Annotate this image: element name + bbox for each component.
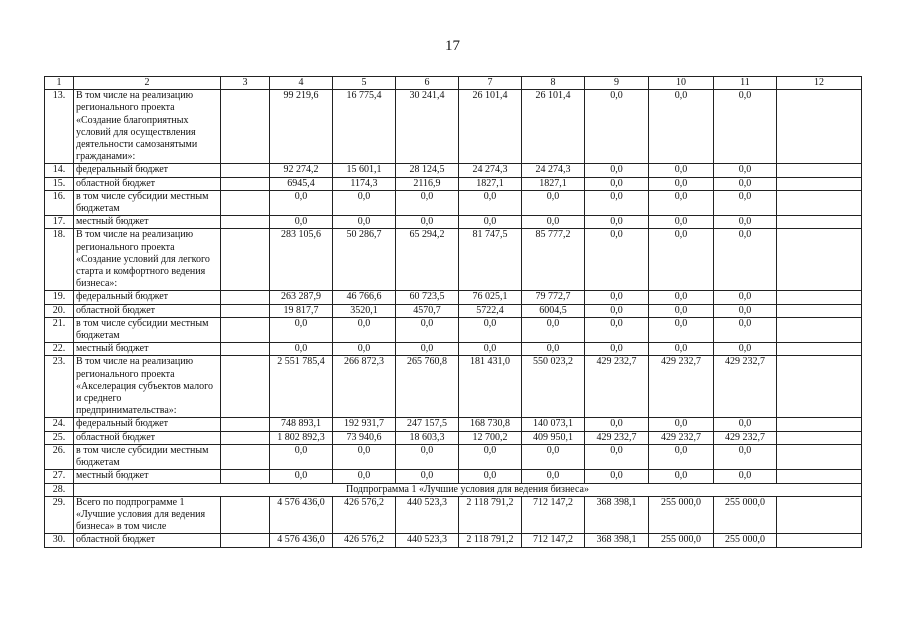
value-cell: 429 232,7 xyxy=(649,356,714,418)
table-row xyxy=(45,177,862,190)
value-cell: 263 287,9 xyxy=(270,291,333,304)
value-cell: 440 523,3 xyxy=(396,496,459,534)
row-name-cell: федеральный бюджет xyxy=(74,291,221,304)
empty-cell xyxy=(221,291,270,304)
value-cell: 4570,7 xyxy=(396,304,459,317)
value-cell: 0,0 xyxy=(459,444,522,469)
header-cell: 6 xyxy=(396,77,459,90)
empty-cell xyxy=(221,90,270,164)
value-cell: 0,0 xyxy=(714,190,777,215)
value-cell: 30 241,4 xyxy=(396,90,459,164)
value-cell: 2 118 791,2 xyxy=(459,534,522,547)
empty-cell xyxy=(221,431,270,444)
value-cell: 0,0 xyxy=(649,90,714,164)
empty-cell xyxy=(777,534,862,547)
value-cell: 429 232,7 xyxy=(714,431,777,444)
value-cell: 0,0 xyxy=(459,343,522,356)
value-cell: 24 274,3 xyxy=(522,164,585,177)
value-cell: 0,0 xyxy=(585,418,649,431)
value-cell: 12 700,2 xyxy=(459,431,522,444)
value-cell: 429 232,7 xyxy=(585,431,649,444)
row-number-cell: 26. xyxy=(45,444,74,469)
value-cell: 0,0 xyxy=(459,190,522,215)
page-number: 17 xyxy=(445,38,460,54)
value-cell: 92 274,2 xyxy=(270,164,333,177)
row-name-cell: в том числе субсидии местным бюджетам xyxy=(74,317,221,342)
value-cell: 255 000,0 xyxy=(649,496,714,534)
value-cell: 0,0 xyxy=(649,444,714,469)
value-cell: 6004,5 xyxy=(522,304,585,317)
empty-cell xyxy=(777,356,862,418)
value-cell: 368 398,1 xyxy=(585,534,649,547)
row-number-cell: 29. xyxy=(45,496,74,534)
row-name-cell: Всего по подпрограмме 1 «Лучшие условия для ведения бизнеса» в том числе xyxy=(74,496,221,534)
row-name-cell: федеральный бюджет xyxy=(74,418,221,431)
value-cell: 283 105,6 xyxy=(270,229,333,291)
value-cell: 0,0 xyxy=(585,343,649,356)
row-name-cell: местный бюджет xyxy=(74,343,221,356)
row-name-cell: областной бюджет xyxy=(74,304,221,317)
value-cell: 15 601,1 xyxy=(333,164,396,177)
empty-cell xyxy=(777,229,862,291)
value-cell: 0,0 xyxy=(522,216,585,229)
value-cell: 2116,9 xyxy=(396,177,459,190)
table-row xyxy=(45,90,862,164)
empty-cell xyxy=(221,496,270,534)
value-cell: 0,0 xyxy=(459,216,522,229)
empty-cell xyxy=(221,418,270,431)
empty-cell xyxy=(777,317,862,342)
value-cell: 19 817,7 xyxy=(270,304,333,317)
header-cell: 1 xyxy=(45,77,74,90)
value-cell: 0,0 xyxy=(714,291,777,304)
value-cell: 0,0 xyxy=(585,216,649,229)
budget-table xyxy=(44,76,862,548)
value-cell: 0,0 xyxy=(649,291,714,304)
value-cell: 247 157,5 xyxy=(396,418,459,431)
value-cell: 2 118 791,2 xyxy=(459,496,522,534)
header-cell: 3 xyxy=(221,77,270,90)
value-cell: 5722,4 xyxy=(459,304,522,317)
value-cell: 81 747,5 xyxy=(459,229,522,291)
value-cell: 409 950,1 xyxy=(522,431,585,444)
value-cell: 192 931,7 xyxy=(333,418,396,431)
value-cell: 255 000,0 xyxy=(714,534,777,547)
empty-cell xyxy=(221,177,270,190)
value-cell: 0,0 xyxy=(585,470,649,483)
value-cell: 0,0 xyxy=(585,317,649,342)
value-cell: 0,0 xyxy=(522,343,585,356)
value-cell: 0,0 xyxy=(333,216,396,229)
table-row xyxy=(45,444,862,469)
empty-cell xyxy=(777,431,862,444)
value-cell: 0,0 xyxy=(396,444,459,469)
value-cell: 0,0 xyxy=(585,444,649,469)
value-cell: 181 431,0 xyxy=(459,356,522,418)
row-number-cell: 21. xyxy=(45,317,74,342)
value-cell: 2 551 785,4 xyxy=(270,356,333,418)
value-cell: 0,0 xyxy=(270,343,333,356)
table-row xyxy=(45,356,862,418)
value-cell: 24 274,3 xyxy=(459,164,522,177)
empty-cell xyxy=(221,164,270,177)
value-cell: 4 576 436,0 xyxy=(270,496,333,534)
row-number-cell: 27. xyxy=(45,470,74,483)
value-cell: 0,0 xyxy=(649,177,714,190)
table-row xyxy=(45,164,862,177)
row-number-cell: 15. xyxy=(45,177,74,190)
empty-cell xyxy=(777,216,862,229)
value-cell: 0,0 xyxy=(714,177,777,190)
row-number-cell: 16. xyxy=(45,190,74,215)
empty-cell xyxy=(221,216,270,229)
value-cell: 0,0 xyxy=(649,190,714,215)
value-cell: 0,0 xyxy=(270,470,333,483)
value-cell: 429 232,7 xyxy=(585,356,649,418)
value-cell: 50 286,7 xyxy=(333,229,396,291)
header-cell: 12 xyxy=(777,77,862,90)
value-cell: 426 576,2 xyxy=(333,496,396,534)
value-cell: 65 294,2 xyxy=(396,229,459,291)
value-cell: 0,0 xyxy=(333,470,396,483)
empty-cell xyxy=(221,317,270,342)
value-cell: 0,0 xyxy=(585,229,649,291)
empty-cell xyxy=(221,534,270,547)
value-cell: 60 723,5 xyxy=(396,291,459,304)
value-cell: 255 000,0 xyxy=(714,496,777,534)
table-row xyxy=(45,304,862,317)
value-cell: 0,0 xyxy=(270,216,333,229)
table-row xyxy=(45,317,862,342)
empty-cell xyxy=(777,177,862,190)
value-cell: 1 802 892,3 xyxy=(270,431,333,444)
table-row xyxy=(45,483,862,496)
value-cell: 46 766,6 xyxy=(333,291,396,304)
value-cell: 0,0 xyxy=(714,317,777,342)
value-cell: 0,0 xyxy=(459,317,522,342)
value-cell: 0,0 xyxy=(270,317,333,342)
table-row xyxy=(45,229,862,291)
value-cell: 440 523,3 xyxy=(396,534,459,547)
row-name-cell: местный бюджет xyxy=(74,470,221,483)
table-row xyxy=(45,216,862,229)
empty-cell xyxy=(777,444,862,469)
row-name-cell: областной бюджет xyxy=(74,177,221,190)
value-cell: 26 101,4 xyxy=(522,90,585,164)
row-name-cell: федеральный бюджет xyxy=(74,164,221,177)
value-cell: 712 147,2 xyxy=(522,534,585,547)
value-cell: 0,0 xyxy=(333,444,396,469)
header-cell: 7 xyxy=(459,77,522,90)
value-cell: 429 232,7 xyxy=(714,356,777,418)
value-cell: 1827,1 xyxy=(522,177,585,190)
row-number-cell: 17. xyxy=(45,216,74,229)
row-name-cell: областной бюджет xyxy=(74,534,221,547)
row-name-cell: В том числе на реализацию регионального проекта «Акселерация субъектов малого и среднего предпринимательства»: xyxy=(74,356,221,418)
table-row xyxy=(45,190,862,215)
value-cell: 426 576,2 xyxy=(333,534,396,547)
value-cell: 0,0 xyxy=(333,190,396,215)
value-cell: 0,0 xyxy=(522,190,585,215)
row-name-cell: местный бюджет xyxy=(74,216,221,229)
value-cell: 16 775,4 xyxy=(333,90,396,164)
value-cell: 0,0 xyxy=(714,216,777,229)
value-cell: 0,0 xyxy=(714,444,777,469)
empty-cell xyxy=(221,343,270,356)
empty-cell xyxy=(777,343,862,356)
value-cell: 0,0 xyxy=(396,190,459,215)
header-cell: 9 xyxy=(585,77,649,90)
value-cell: 0,0 xyxy=(585,190,649,215)
row-number-cell: 19. xyxy=(45,291,74,304)
empty-cell xyxy=(221,356,270,418)
value-cell: 79 772,7 xyxy=(522,291,585,304)
value-cell: 0,0 xyxy=(649,164,714,177)
empty-cell xyxy=(777,470,862,483)
header-cell: 5 xyxy=(333,77,396,90)
value-cell: 712 147,2 xyxy=(522,496,585,534)
value-cell: 0,0 xyxy=(522,317,585,342)
value-cell: 0,0 xyxy=(714,470,777,483)
value-cell: 168 730,8 xyxy=(459,418,522,431)
value-cell: 140 073,1 xyxy=(522,418,585,431)
table-row xyxy=(45,496,862,534)
value-cell: 26 101,4 xyxy=(459,90,522,164)
table-row xyxy=(45,343,862,356)
value-cell: 0,0 xyxy=(649,304,714,317)
value-cell: 429 232,7 xyxy=(649,431,714,444)
value-cell: 0,0 xyxy=(396,470,459,483)
value-cell: 0,0 xyxy=(714,343,777,356)
empty-cell xyxy=(221,190,270,215)
value-cell: 255 000,0 xyxy=(649,534,714,547)
table-row xyxy=(45,291,862,304)
value-cell: 0,0 xyxy=(585,177,649,190)
value-cell: 0,0 xyxy=(649,470,714,483)
value-cell: 0,0 xyxy=(649,216,714,229)
empty-cell xyxy=(777,304,862,317)
empty-cell xyxy=(221,470,270,483)
value-cell: 1174,3 xyxy=(333,177,396,190)
table-row xyxy=(45,431,862,444)
value-cell: 85 777,2 xyxy=(522,229,585,291)
value-cell: 0,0 xyxy=(333,343,396,356)
value-cell: 3520,1 xyxy=(333,304,396,317)
empty-cell xyxy=(221,229,270,291)
value-cell: 0,0 xyxy=(649,229,714,291)
row-number-cell: 22. xyxy=(45,343,74,356)
value-cell: 0,0 xyxy=(333,317,396,342)
value-cell: 0,0 xyxy=(714,229,777,291)
row-number-cell: 28. xyxy=(45,483,74,496)
value-cell: 76 025,1 xyxy=(459,291,522,304)
empty-cell xyxy=(777,90,862,164)
header-cell: 2 xyxy=(74,77,221,90)
empty-cell xyxy=(777,164,862,177)
header-cell: 10 xyxy=(649,77,714,90)
row-name-cell: В том числе на реализацию регионального проекта «Создание благоприятных условий для осуществления деятельности самозанятыми гражданами»: xyxy=(74,90,221,164)
empty-cell xyxy=(777,418,862,431)
row-name-cell: областной бюджет xyxy=(74,431,221,444)
value-cell: 368 398,1 xyxy=(585,496,649,534)
row-number-cell: 13. xyxy=(45,90,74,164)
value-cell: 0,0 xyxy=(714,304,777,317)
row-name-cell: в том числе субсидии местным бюджетам xyxy=(74,444,221,469)
row-number-cell: 14. xyxy=(45,164,74,177)
row-number-cell: 23. xyxy=(45,356,74,418)
value-cell: 28 124,5 xyxy=(396,164,459,177)
value-cell: 6945,4 xyxy=(270,177,333,190)
row-number-cell: 18. xyxy=(45,229,74,291)
row-number-cell: 25. xyxy=(45,431,74,444)
empty-cell xyxy=(777,496,862,534)
value-cell: 4 576 436,0 xyxy=(270,534,333,547)
value-cell: 73 940,6 xyxy=(333,431,396,444)
value-cell: 265 760,8 xyxy=(396,356,459,418)
value-cell: 0,0 xyxy=(459,470,522,483)
value-cell: 0,0 xyxy=(649,418,714,431)
table-row xyxy=(45,534,862,547)
empty-cell xyxy=(777,291,862,304)
header-cell: 11 xyxy=(714,77,777,90)
empty-cell xyxy=(221,444,270,469)
row-number-cell: 24. xyxy=(45,418,74,431)
empty-cell xyxy=(221,304,270,317)
value-cell: 0,0 xyxy=(649,343,714,356)
subprogram-title-cell: Подпрограмма 1 «Лучшие условия для ведения бизнеса» xyxy=(74,483,862,496)
value-cell: 0,0 xyxy=(585,304,649,317)
header-cell: 8 xyxy=(522,77,585,90)
value-cell: 0,0 xyxy=(585,90,649,164)
row-name-cell: в том числе субсидии местным бюджетам xyxy=(74,190,221,215)
value-cell: 0,0 xyxy=(396,317,459,342)
value-cell: 0,0 xyxy=(649,317,714,342)
value-cell: 0,0 xyxy=(714,164,777,177)
value-cell: 748 893,1 xyxy=(270,418,333,431)
row-number-cell: 30. xyxy=(45,534,74,547)
value-cell: 0,0 xyxy=(585,164,649,177)
header-row xyxy=(45,77,862,90)
value-cell: 0,0 xyxy=(585,291,649,304)
value-cell: 0,0 xyxy=(396,216,459,229)
value-cell: 266 872,3 xyxy=(333,356,396,418)
value-cell: 99 219,6 xyxy=(270,90,333,164)
value-cell: 1827,1 xyxy=(459,177,522,190)
header-cell: 4 xyxy=(270,77,333,90)
table-row xyxy=(45,418,862,431)
value-cell: 0,0 xyxy=(522,470,585,483)
value-cell: 0,0 xyxy=(714,418,777,431)
empty-cell xyxy=(777,190,862,215)
row-number-cell: 20. xyxy=(45,304,74,317)
row-name-cell: В том числе на реализацию регионального проекта «Создание условий для легкого старта и комфортного ведения бизнеса»: xyxy=(74,229,221,291)
value-cell: 0,0 xyxy=(714,90,777,164)
value-cell: 0,0 xyxy=(270,190,333,215)
value-cell: 0,0 xyxy=(396,343,459,356)
value-cell: 18 603,3 xyxy=(396,431,459,444)
value-cell: 0,0 xyxy=(270,444,333,469)
table-row xyxy=(45,470,862,483)
value-cell: 0,0 xyxy=(522,444,585,469)
value-cell: 550 023,2 xyxy=(522,356,585,418)
